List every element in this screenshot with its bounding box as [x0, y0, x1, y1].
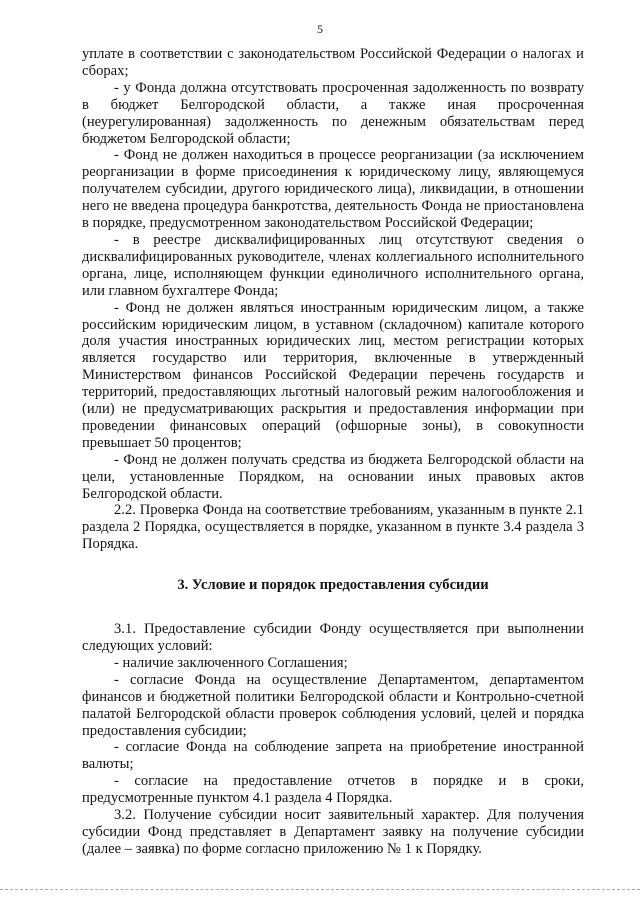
- paragraph-no-other-funds: - Фонд не должен получать средства из бюджета Белгородской области на цели, установленные Порядком, на основании иных правовых актов Белгородской области.: [82, 451, 584, 502]
- paragraph-not-foreign-entity: - Фонд не должен являться иностранным юридическим лицом, а также российским юридическим лицом, в уставном (складочном) капитале которого доля участия иностранных юридических лиц, местом регистрации которых является государство или территория, включенные в утвержденный Министерством финансов Российской Федерации перечень государств и территорий, предоставляющих льготный налоговый режим налогообложения и (или) не предусматривающих раскрытия и предоставления информации при проведении финансовых операций (офшорные зоны), в совокупности превышает 50 процентов;: [82, 299, 584, 451]
- document-body: [82, 46, 584, 858]
- list-item-consent-reports: - согласие на предоставление отчетов в порядке и в сроки, предусмотренные пунктом 4.1 раздела 4 Порядка.: [82, 773, 584, 807]
- page-number: 5: [317, 22, 323, 36]
- paragraph-disqualified-persons: - в реестре дисквалифицированных лиц отсутствуют сведения о дисквалифицированных руководителе, членах коллегиального исполнительного органа, лице, исполняющем функции единоличного исполнительного органа, или главном бухгалтере Фонда;: [82, 231, 584, 299]
- list-item-agreement: - наличие заключенного Соглашения;: [114, 654, 348, 671]
- paragraph-tax-duties: уплате в соответствии с законодательством Российской Федерации о налогах и сборах;: [82, 46, 584, 79]
- paragraph-no-reorganization: - Фонд не должен находиться в процессе реорганизации (за исключением реорганизации в форме присоединения к юридическому лицу, являющемуся получателем субсидии, другого юридического лица), ликвидации, в отношении него не введена процедура банкротства, деятельность Фонда не приостановлена в порядке, предусмотренном законодательством Российской Федерации;: [82, 147, 584, 232]
- list-item-consent-inspections: - согласие Фонда на осуществление Департаментом, департаментом финансов и бюджетной политики Белгородской области и Контрольно-счетной палатой Белгородской области проверок соблюдения условий, целей и порядка предоставления субсидии;: [82, 671, 584, 739]
- paragraph-3-2-application: 3.2. Получение субсидии носит заявительный характер. Для получения субсидии Фонд представляет в Департамент заявку на получение субсидии (далее – заявка) по форме согласно приложению № 1 к Порядку.: [82, 807, 584, 857]
- paragraph-3-1-conditions: 3.1. Предоставление субсидии Фонду осуществляется при выполнении следующих условий:: [82, 621, 584, 654]
- paragraph-no-overdue-debt: - у Фонда должна отсутствовать просроченная задолженность по возврату в бюджет Белгородской области, а также иная просроченная (неурегулированная) задолженность по денежным обязательствам перед бюджетом Белгородской области;: [82, 79, 584, 147]
- section-3-heading: 3. Условие и порядок предоставления субсидии: [177, 577, 489, 594]
- paragraph-2-2-verification: 2.2. Проверка Фонда на соответствие требованиям, указанным в пункте 2.1 раздела 2 Порядка, осуществляется в порядке, указанном в пункте 3.4 раздела 3 Порядка.: [82, 502, 584, 553]
- scan-bottom-edge: [0, 889, 640, 892]
- list-item-consent-currency-ban: - согласие Фонда на соблюдение запрета на приобретение иностранной валюты;: [82, 739, 584, 773]
